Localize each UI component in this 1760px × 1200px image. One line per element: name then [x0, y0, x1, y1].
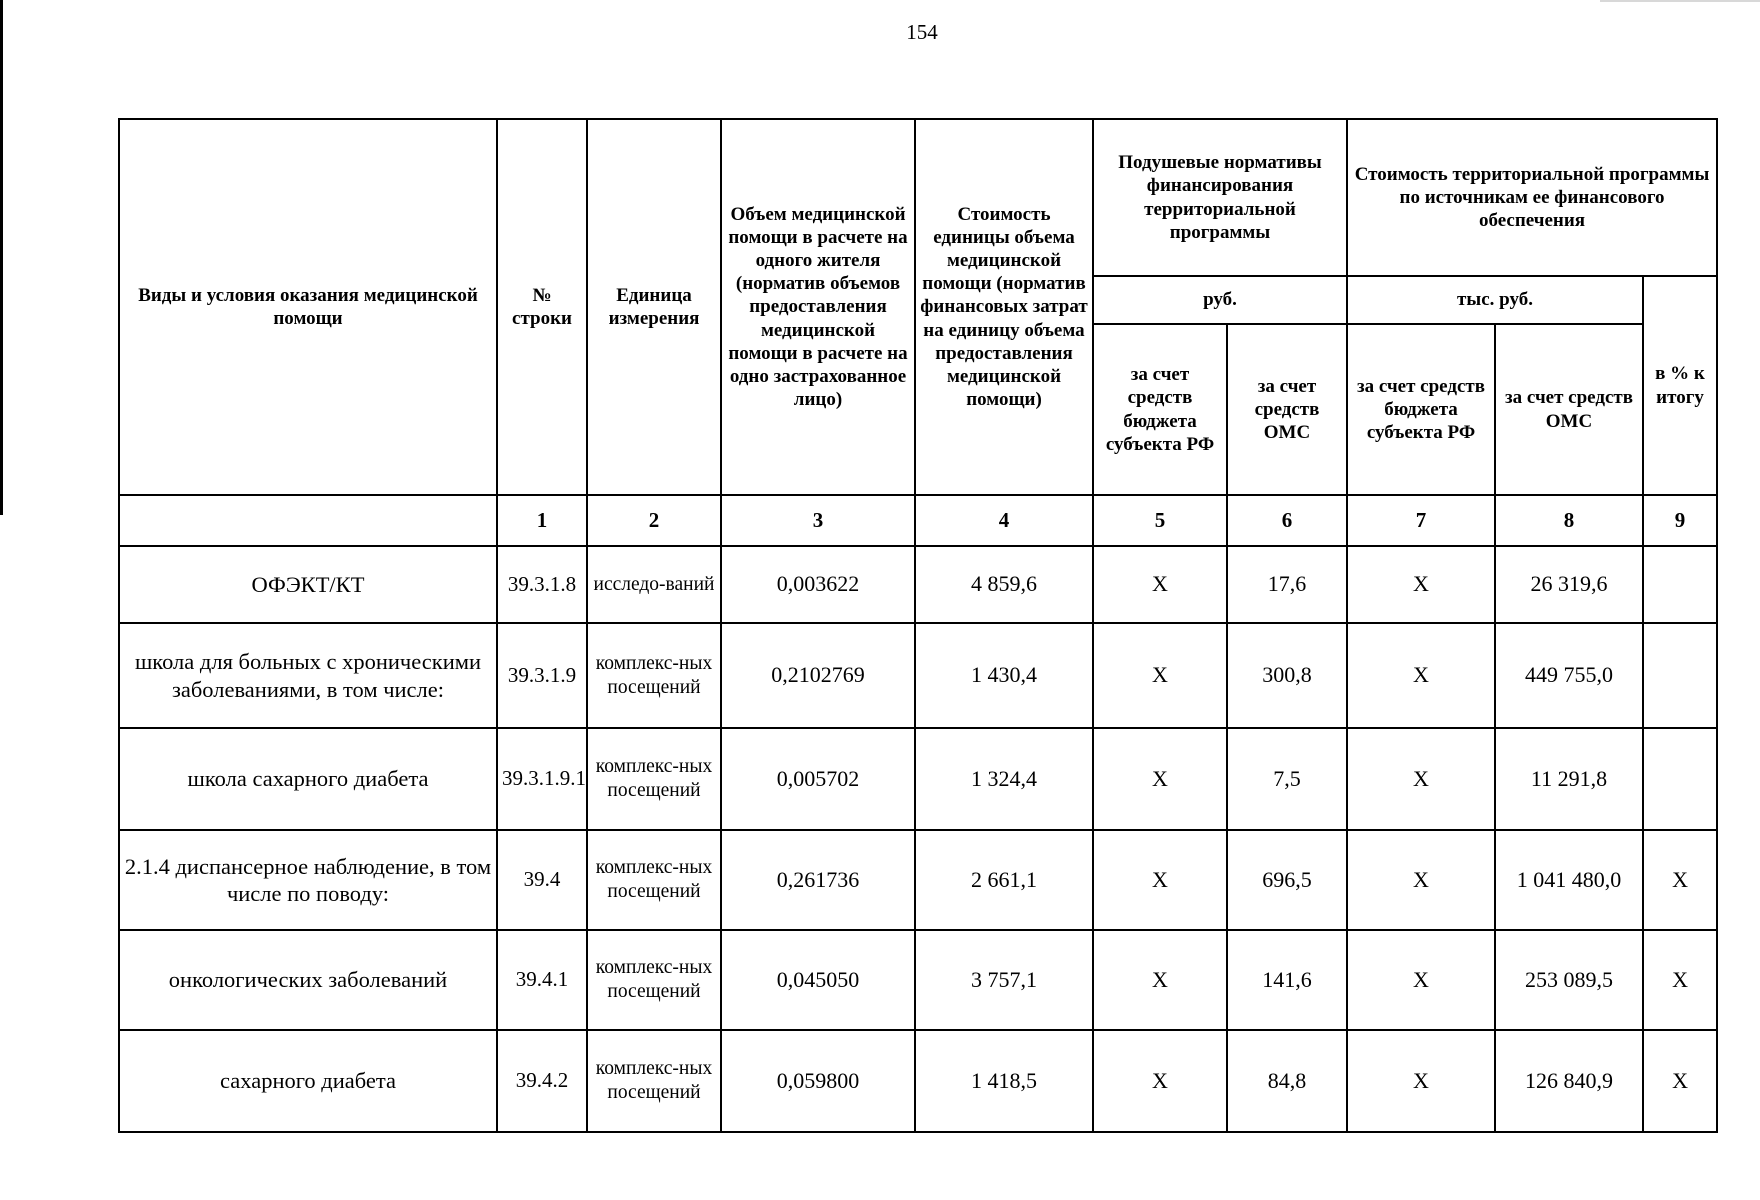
row-cost: 1 324,4 [915, 728, 1093, 830]
header-unit-tys-rub: тыс. руб. [1347, 276, 1643, 324]
header-number: 8 [1495, 495, 1643, 546]
row-unit: исследо-ваний [587, 546, 721, 623]
row-c7: X [1347, 1030, 1495, 1132]
row-c8: 449 755,0 [1495, 623, 1643, 728]
row-label: школа для больных с хроническими заболеваниями, в том числе: [119, 623, 497, 728]
row-number: 39.3.1.9.1 [497, 728, 587, 830]
row-number: 39.4 [497, 830, 587, 930]
row-c9 [1643, 623, 1717, 728]
table-row [119, 623, 1717, 728]
row-c7: X [1347, 623, 1495, 728]
row-c6: 141,6 [1227, 930, 1347, 1030]
table-row [119, 728, 1717, 830]
scan-left-edge [0, 0, 3, 515]
row-unit: комплекс-ных посещений [587, 728, 721, 830]
table-row [119, 1030, 1717, 1132]
row-volume: 0,045050 [721, 930, 915, 1030]
row-volume: 0,059800 [721, 1030, 915, 1132]
row-c5: X [1093, 1030, 1227, 1132]
row-c7: X [1347, 930, 1495, 1030]
row-c7: X [1347, 546, 1495, 623]
header-number: 7 [1347, 495, 1495, 546]
row-unit: комплекс-ных посещений [587, 930, 721, 1030]
row-c6: 300,8 [1227, 623, 1347, 728]
row-cost: 1 430,4 [915, 623, 1093, 728]
row-cost: 4 859,6 [915, 546, 1093, 623]
row-c9: X [1643, 1030, 1717, 1132]
table-row [119, 930, 1717, 1030]
table-row [119, 546, 1717, 623]
header-budget-tys: за счет средств бюджета субъекта РФ [1347, 324, 1495, 495]
row-c9: X [1643, 830, 1717, 930]
row-unit: комплекс-ных посещений [587, 830, 721, 930]
header-number: 2 [587, 495, 721, 546]
row-c9 [1643, 728, 1717, 830]
row-c9: X [1643, 930, 1717, 1030]
header-number: 5 [1093, 495, 1227, 546]
row-unit: комплекс-ных посещений [587, 1030, 721, 1132]
row-number: 39.4.2 [497, 1030, 587, 1132]
row-cost: 1 418,5 [915, 1030, 1093, 1132]
row-c8: 1 041 480,0 [1495, 830, 1643, 930]
row-c6: 696,5 [1227, 830, 1347, 930]
header-number: 9 [1643, 495, 1717, 546]
row-number: 39.3.1.8 [497, 546, 587, 623]
scan-top-mark [1600, 0, 1760, 2]
row-c8: 26 319,6 [1495, 546, 1643, 623]
header-number: 3 [721, 495, 915, 546]
header-unit-rub: руб. [1093, 276, 1347, 324]
page-number: 154 [906, 20, 938, 44]
header-budget-rub: за счет средств бюджета субъекта РФ [1093, 324, 1227, 495]
table-row [119, 830, 1717, 930]
header-stoimost-terr: Стоимость территориальной программы по источникам ее финансового обеспечения [1347, 119, 1717, 276]
row-unit: комплекс-ных посещений [587, 623, 721, 728]
row-number: 39.3.1.9 [497, 623, 587, 728]
row-c7: X [1347, 830, 1495, 930]
header-nomer: № строки [497, 119, 587, 495]
header-stoimost: Стоимость единицы объема медицинской помощи (норматив финансовых затрат на единицу объема предоставления медицинской помощи) [915, 119, 1093, 495]
row-label: 2.1.4 диспансерное наблюдение, в том числе по поводу: [119, 830, 497, 930]
row-volume: 0,261736 [721, 830, 915, 930]
row-c8: 253 089,5 [1495, 930, 1643, 1030]
header-oms-rub: за счет средств ОМС [1227, 324, 1347, 495]
header-number: 1 [497, 495, 587, 546]
row-c6: 7,5 [1227, 728, 1347, 830]
row-c5: X [1093, 830, 1227, 930]
row-c5: X [1093, 930, 1227, 1030]
row-volume: 0,003622 [721, 546, 915, 623]
row-label: сахарного диабета [119, 1030, 497, 1132]
header-number: 4 [915, 495, 1093, 546]
row-label: онкологических заболеваний [119, 930, 497, 1030]
row-number: 39.4.1 [497, 930, 587, 1030]
row-c5: X [1093, 623, 1227, 728]
header-obem: Объем медицинской помощи в расчете на одного жителя (норматив объемов предоставления медицинской помощи в расчете на одно застрахованное лицо) [721, 119, 915, 495]
header-oms-tys: за счет средств ОМС [1495, 324, 1643, 495]
row-volume: 0,2102769 [721, 623, 915, 728]
row-label: ОФЭКТ/КТ [119, 546, 497, 623]
row-cost: 3 757,1 [915, 930, 1093, 1030]
row-c5: X [1093, 546, 1227, 623]
row-cost: 2 661,1 [915, 830, 1093, 930]
header-edinica: Единица измерения [587, 119, 721, 495]
header-percent: в % к итогу [1643, 276, 1717, 495]
row-c6: 17,6 [1227, 546, 1347, 623]
header-podushevye: Подушевые нормативы финансирования территориальной программы [1093, 119, 1347, 276]
row-volume: 0,005702 [721, 728, 915, 830]
header-vidy: Виды и условия оказания медицинской помощи [119, 119, 497, 495]
row-c6: 84,8 [1227, 1030, 1347, 1132]
header-number-blank [119, 495, 497, 546]
row-label: школа сахарного диабета [119, 728, 497, 830]
row-c8: 11 291,8 [1495, 728, 1643, 830]
row-c9 [1643, 546, 1717, 623]
header-number: 6 [1227, 495, 1347, 546]
row-c8: 126 840,9 [1495, 1030, 1643, 1132]
financing-table [118, 118, 1718, 1133]
row-c5: X [1093, 728, 1227, 830]
row-c7: X [1347, 728, 1495, 830]
